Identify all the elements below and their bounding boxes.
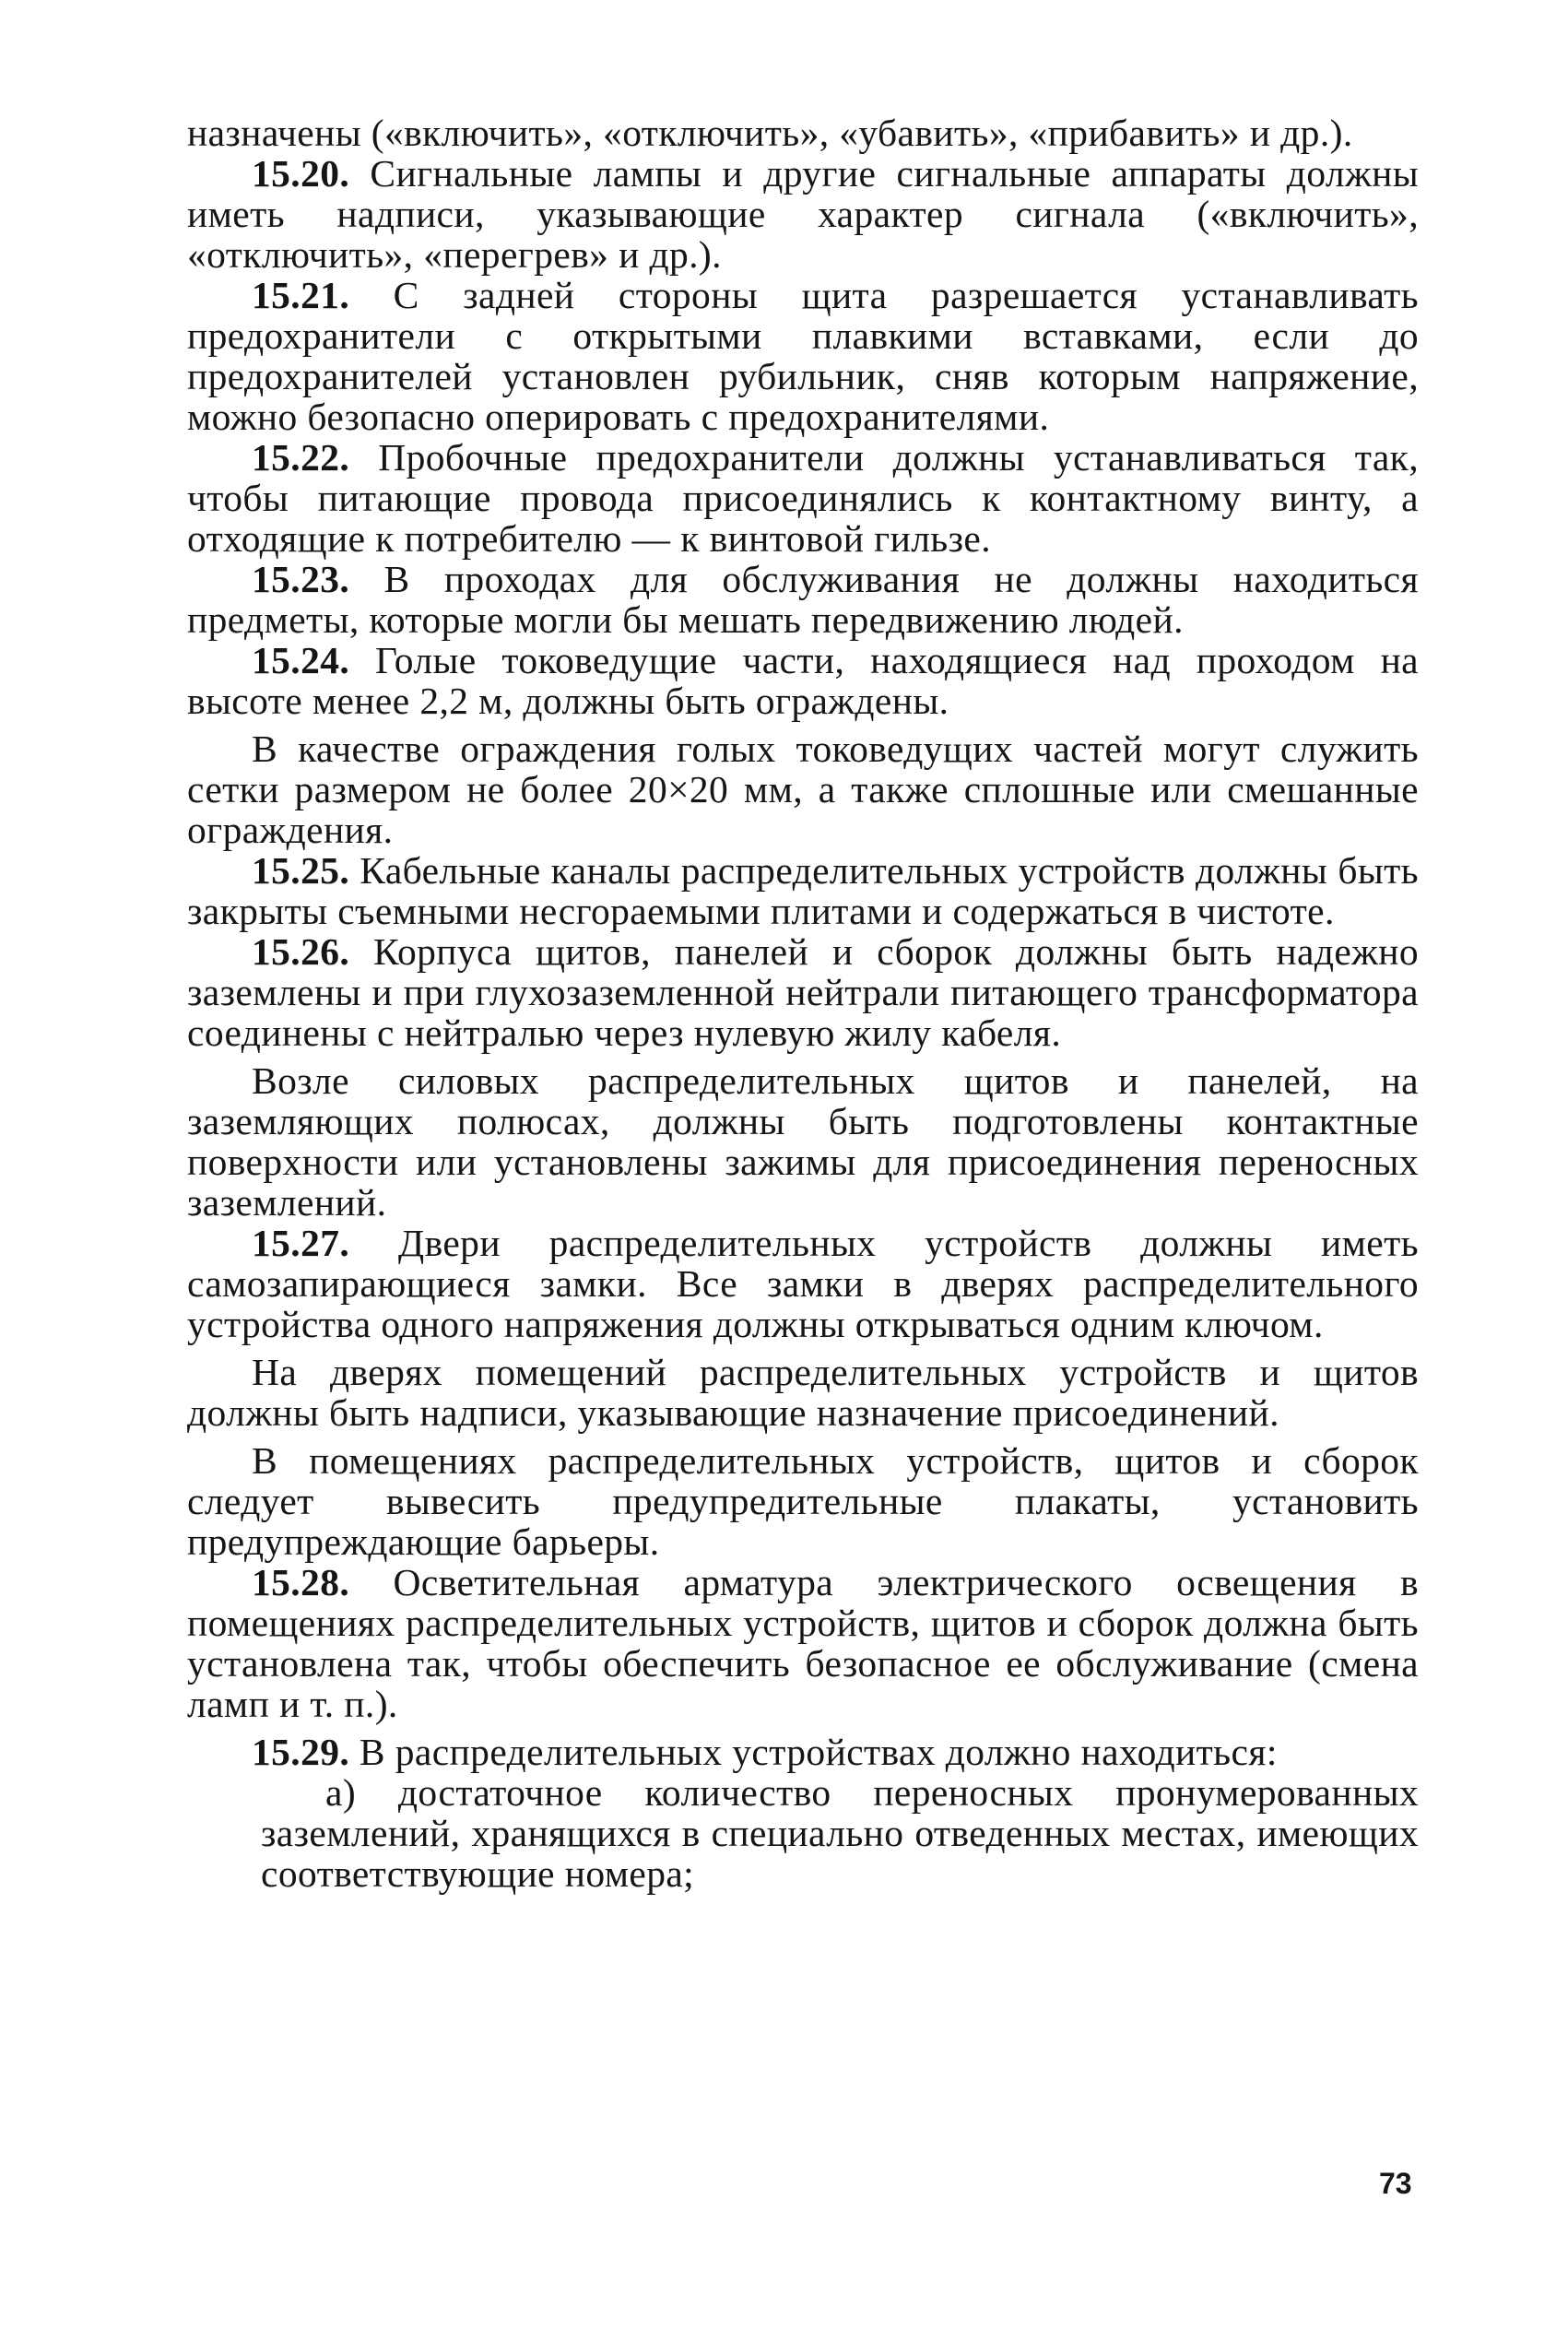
paragraph-15-27 [187, 1223, 1419, 1344]
clause-number: 15.22. [252, 436, 350, 479]
paragraph-text: Сигнальные лампы и другие сигнальные аппараты должны иметь надписи, указывающие характер сигнала («включить», «отключить», «перегрев» и др.). [187, 152, 1419, 276]
paragraph-text: В качестве ограждения голых токоведущих частей могут служить сетки размером не более 20×20 мм, а также сплошные или смешанные ограждения. [187, 727, 1419, 851]
clause-number: 15.20. [252, 152, 350, 195]
paragraph-text: С задней стороны щита разрешается устанавливать предохранители с открытыми плавкими вставками, если до предохранителей установлен рубильник, сняв которым напряжение, можно безопасно оперировать с предохранителями. [187, 274, 1419, 438]
paragraph-text: Корпуса щитов, панелей и сборок должны быть надежно заземлены и при глухозаземленной нейтрали питающего трансформатора соединены с нейтралью через нулевую жилу кабеля. [187, 930, 1419, 1054]
paragraph-warning-posters [187, 1440, 1419, 1562]
paragraph-text: Пробочные предохранители должны устанавливаться так, чтобы питающие провода присоединялись к контактному винту, а отходящие к потребителю — к винтовой гильзе. [187, 436, 1419, 560]
page-number: 73 [1379, 2167, 1412, 2200]
list-item-text: а) достаточное количество переносных пронумерованных заземлений, хранящихся в специально отведенных местах, имеющих соответствующие номера; [261, 1771, 1419, 1895]
paragraph-text: Голые токоведущие части, находящиеся над проходом на высоте менее 2,2 м, должны быть ограждены. [187, 639, 1419, 722]
document-page [187, 112, 1419, 1894]
clause-number: 15.27. [252, 1222, 350, 1264]
paragraph-text: В распределительных устройствах должно находиться: [349, 1731, 1278, 1773]
paragraph-text: назначены («включить», «отключить», «убавить», «прибавить» и др.). [187, 112, 1353, 154]
paragraph-15-25 [187, 850, 1419, 931]
paragraph-continued [187, 112, 1419, 153]
paragraph-text: Возле силовых распределительных щитов и панелей, на заземляющих полюсах, должны быть подготовлены контактные поверхности или установлены зажимы для присоединения переносных заземлений. [187, 1059, 1419, 1224]
paragraph-text: На дверях помещений распределительных устройств и щитов должны быть надписи, указывающие назначение присоединений. [187, 1351, 1419, 1434]
paragraph-text: Кабельные каналы распределительных устройств должны быть закрыты съемными несгораемыми плитами и содержаться в чистоте. [187, 849, 1419, 932]
paragraph-text: В проходах для обслуживания не должны находиться предметы, которые могли бы мешать передвижению людей. [187, 558, 1419, 641]
paragraph-fencing [187, 728, 1419, 850]
paragraph-text: Осветительная арматура электрического освещения в помещениях распределительных устройств, щитов и сборок должна быть установлена так, чтобы обеспечить безопасное ее обслуживание (смена ламп и т. п.). [187, 1561, 1419, 1725]
paragraph-15-28 [187, 1562, 1419, 1724]
paragraph-grounding [187, 1060, 1419, 1223]
clause-number: 15.21. [252, 274, 350, 316]
paragraph-15-23 [187, 559, 1419, 640]
clause-number: 15.28. [252, 1561, 350, 1603]
list-item-a [187, 1772, 1419, 1894]
paragraph-text: В помещениях распределительных устройств, щитов и сборок следует вывесить предупредительные плакаты, установить предупреждающие барьеры. [187, 1439, 1419, 1563]
paragraph-15-22 [187, 437, 1419, 559]
paragraph-15-20 [187, 153, 1419, 275]
clause-number: 15.24. [252, 639, 350, 681]
paragraph-15-26 [187, 931, 1419, 1053]
clause-number: 15.26. [252, 930, 350, 973]
paragraph-door-labels [187, 1352, 1419, 1433]
clause-number: 15.25. [252, 849, 350, 892]
paragraph-15-21 [187, 275, 1419, 437]
paragraph-15-29 [187, 1732, 1419, 1772]
clause-number: 15.23. [252, 558, 350, 600]
paragraph-text: Двери распределительных устройств должны иметь самозапирающиеся замки. Все замки в дверях распределительного устройства одного напряжения должны открываться одним ключом. [187, 1222, 1419, 1345]
paragraph-15-24 [187, 640, 1419, 721]
clause-number: 15.29. [252, 1731, 350, 1773]
